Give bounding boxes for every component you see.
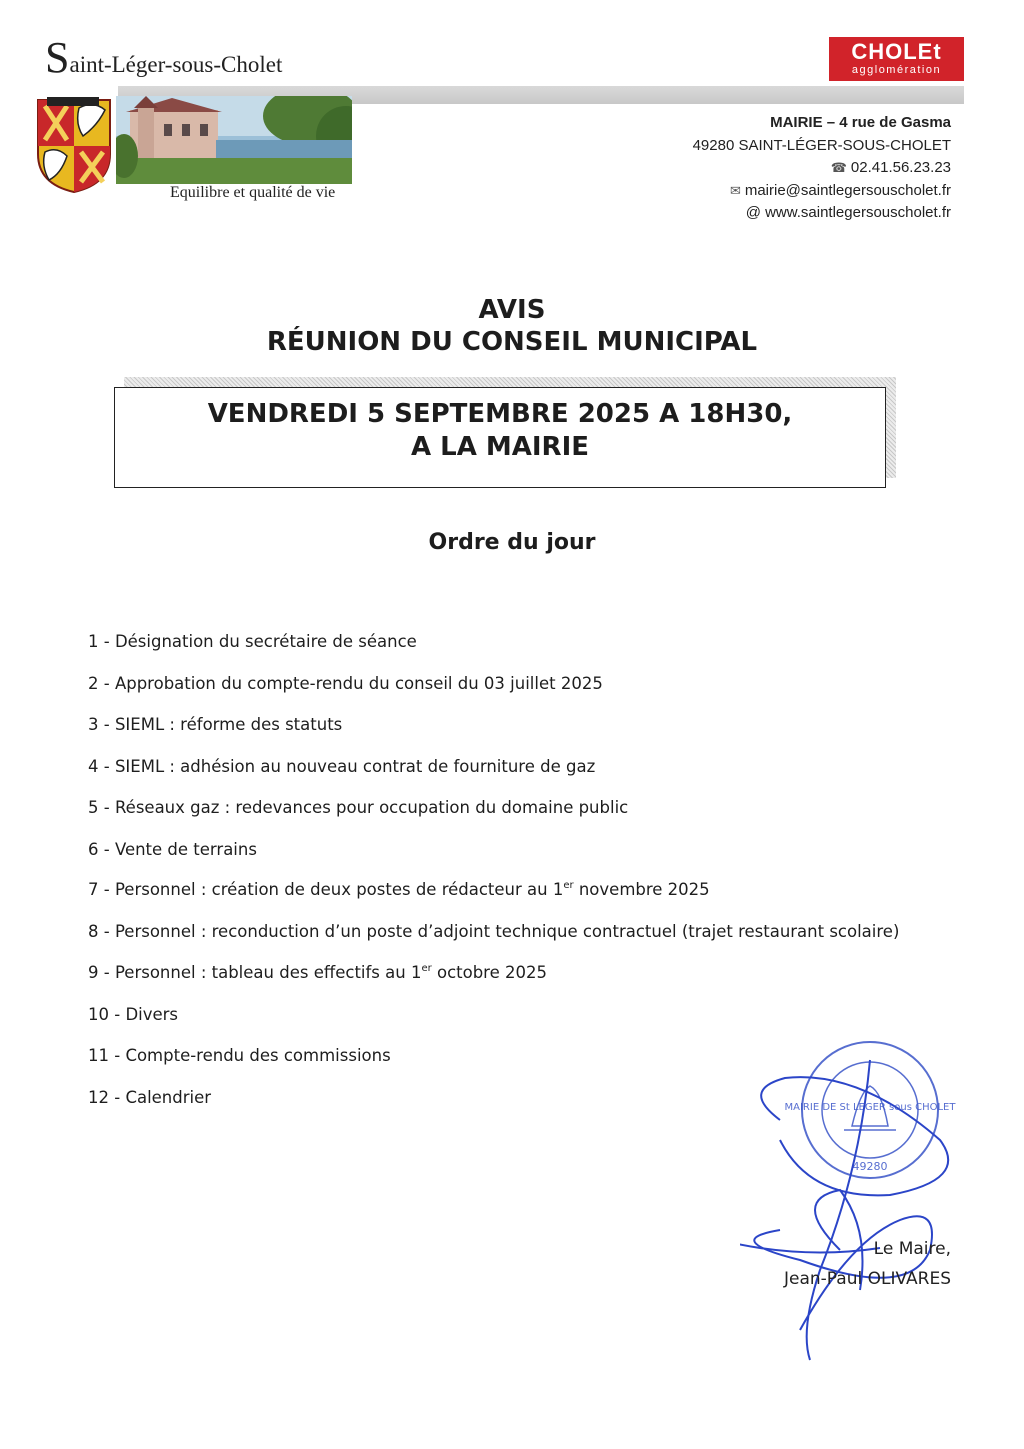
stamp-text: MAIRIE DE St LEGER sous CHOLET — [784, 1102, 956, 1113]
meeting-date: VENDREDI 5 SEPTEMBRE 2025 A 18H30, — [207, 399, 793, 429]
email-line — [693, 180, 951, 203]
agenda-item: 11 - Compte-rendu des commissions — [88, 1046, 391, 1065]
town-hall-stamp-and-signature — [740, 1030, 970, 1370]
coat-of-arms-icon — [35, 96, 113, 194]
ordinal-suffix: er — [421, 963, 432, 974]
agenda-item: 10 - Divers — [88, 1005, 179, 1024]
town-name-rest: aint-Léger-sous-Cholet — [69, 52, 283, 77]
mail-icon: ✉ — [729, 182, 741, 198]
meeting-location: A LA MAIRIE — [410, 432, 590, 462]
signatory-name: Jean-Paul OLIVARES — [784, 1269, 951, 1289]
website-line[interactable]: @ www.saintlegersouscholet.fr — [745, 204, 951, 221]
agenda-item-text-end: octobre 2025 — [431, 963, 547, 982]
contact-block — [693, 112, 951, 225]
agenda-item-text-end: novembre 2025 — [573, 880, 710, 899]
agenda-title: Ordre du jour — [428, 530, 596, 555]
notice-subtitle: RÉUNION DU CONSEIL MUNICIPAL — [266, 327, 758, 357]
agenda-item: 2 - Approbation du compte-rendu du conseil du 03 juillet 2025 — [88, 674, 603, 693]
mairie-address-title: MAIRIE – 4 rue de Gasma — [770, 114, 951, 131]
agenda-item — [88, 963, 547, 982]
ordinal-suffix: er — [563, 880, 574, 891]
logo-line2: agglomération — [851, 64, 942, 76]
cholet-agglomeration-logo — [829, 37, 964, 81]
agenda-item: 4 - SIEML : adhésion au nouveau contrat de fourniture de gaz — [88, 757, 596, 776]
phone-number: 02.41.56.23.23 — [850, 159, 951, 176]
notice-title: AVIS — [478, 295, 546, 325]
agenda-item-text: 9 - Personnel : tableau des effectifs au 1 — [88, 963, 422, 982]
agenda-item: 12 - Calendrier — [88, 1088, 212, 1107]
agenda-item: 3 - SIEML : réforme des statuts — [88, 715, 343, 734]
tagline: Equilibre et qualité de vie — [170, 184, 336, 201]
agenda-item: 8 - Personnel : reconduction d’un poste d’adjoint technique contractuel (trajet restaurant scolaire) — [88, 922, 900, 941]
agenda-item: 6 - Vente de terrains — [88, 840, 257, 859]
town-hall-photo — [116, 96, 352, 184]
email-address[interactable]: mairie@saintlegersouscholet.fr — [744, 181, 951, 199]
agenda-item-text: 7 - Personnel : création de deux postes de rédacteur au 1 — [88, 880, 564, 899]
logo-line1: CHOLEt — [851, 39, 942, 64]
agenda-item: 1 - Désignation du secrétaire de séance — [88, 632, 417, 651]
signatory-role: Le Maire, — [873, 1239, 951, 1259]
stamp-code: 49280 — [852, 1160, 888, 1173]
signature-block — [784, 1234, 951, 1294]
town-name — [45, 33, 283, 82]
agenda-item: 5 - Réseaux gaz : redevances pour occupation du domaine public — [88, 798, 629, 817]
postal-address: 49280 SAINT-LÉGER-SOUS-CHOLET — [692, 136, 951, 154]
town-initial: S — [45, 33, 70, 82]
phone-icon: ☎ — [830, 160, 847, 175]
phone-line — [693, 157, 951, 180]
meeting-date-box — [114, 387, 886, 488]
agenda-item — [88, 880, 710, 899]
